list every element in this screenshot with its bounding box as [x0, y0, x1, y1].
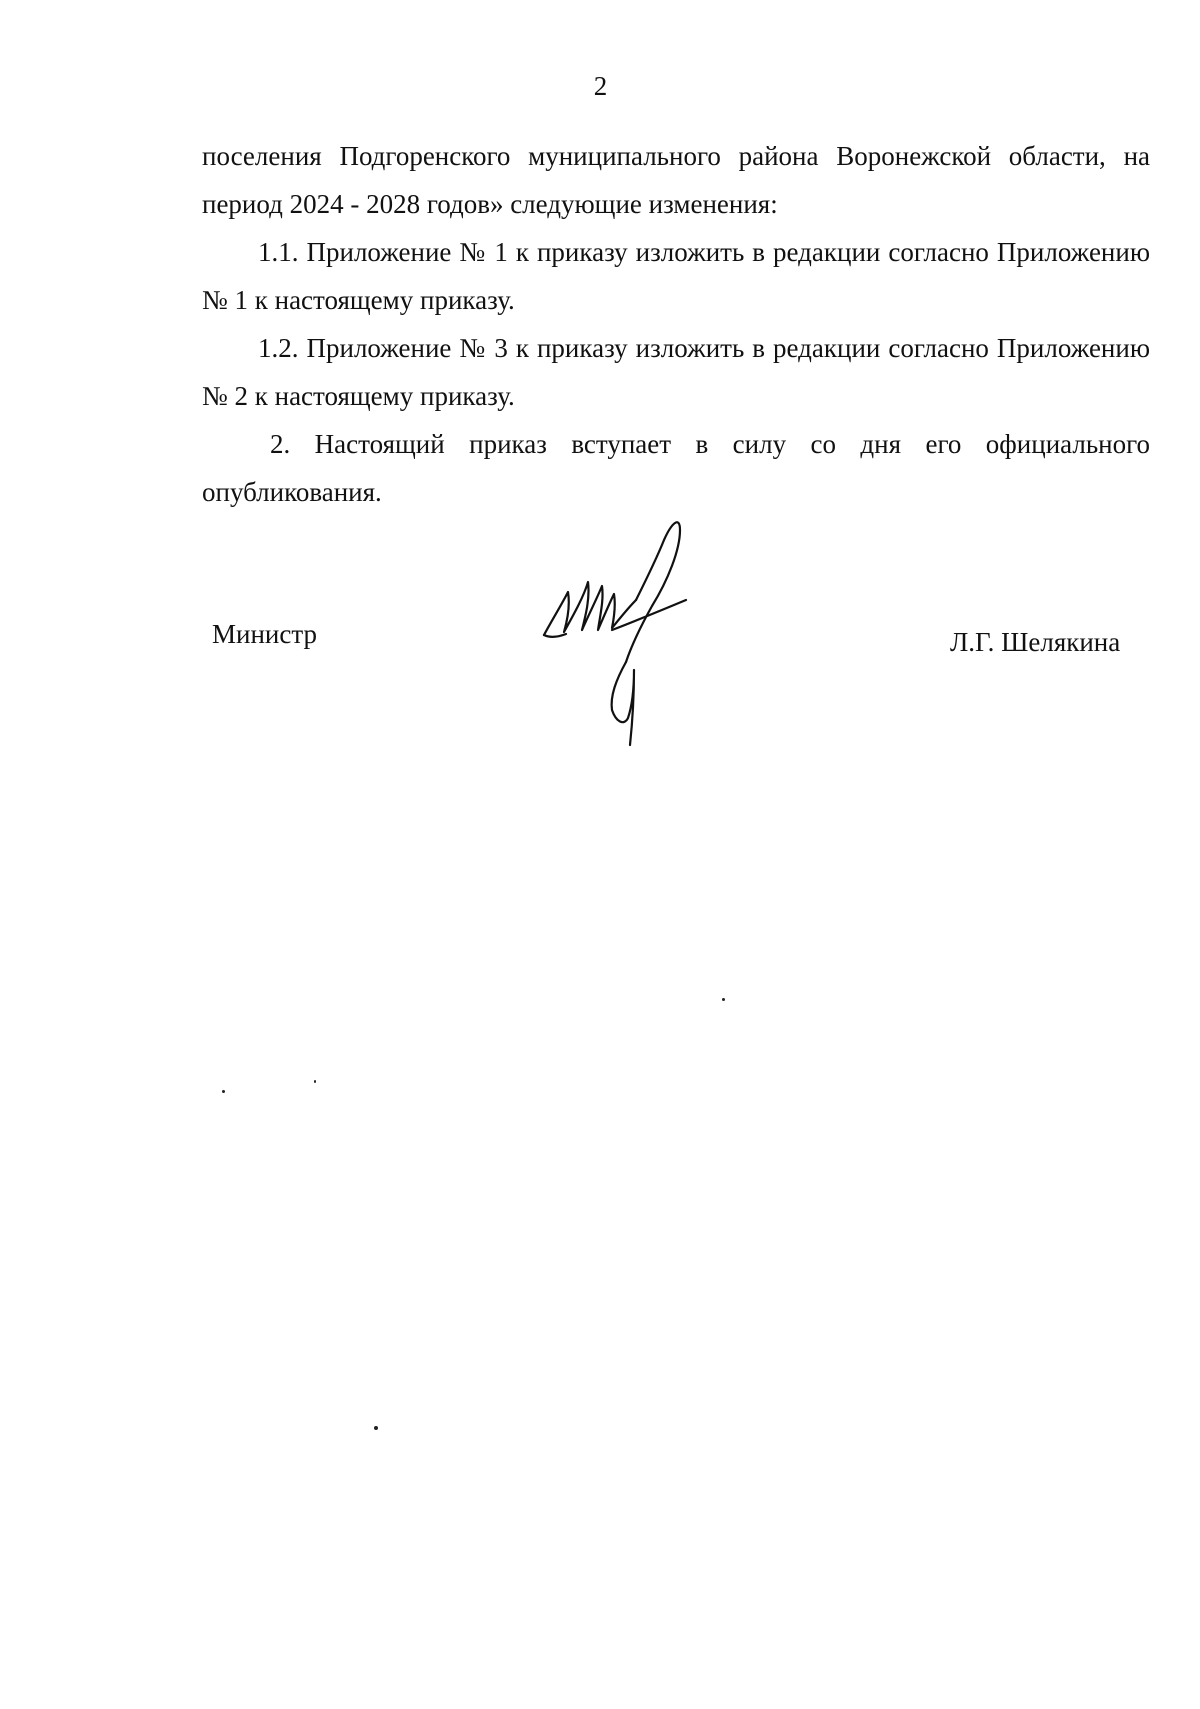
- scan-speck: [222, 1090, 225, 1093]
- signatory-name: Л.Г. Шелякина: [950, 627, 1121, 657]
- paragraph-continuation: поселения Подгоренского муниципального района Воронежской области, на период 2024 - 2028 годов» следующие изменения:: [202, 141, 1150, 219]
- handwritten-signature-icon: [540, 520, 720, 750]
- scan-speck: [314, 1080, 316, 1083]
- scan-speck: [374, 1426, 378, 1430]
- paragraph-item-1-1: 1.1. Приложение № 1 к приказу изложить в редакции согласно Приложению № 1 к настоящему приказу.: [202, 237, 1150, 315]
- paragraph-item-2: 2. Настоящий приказ вступает в силу со дня его официального опубликования.: [202, 429, 1150, 507]
- page-number: 2: [593, 71, 608, 101]
- paragraph-item-1-2: 1.2. Приложение № 3 к приказу изложить в редакции согласно Приложению № 2 к настоящему приказу.: [202, 333, 1150, 411]
- scan-speck: [722, 998, 725, 1001]
- signature-block: [0, 0, 1200, 760]
- signatory-title: Министр: [212, 619, 317, 649]
